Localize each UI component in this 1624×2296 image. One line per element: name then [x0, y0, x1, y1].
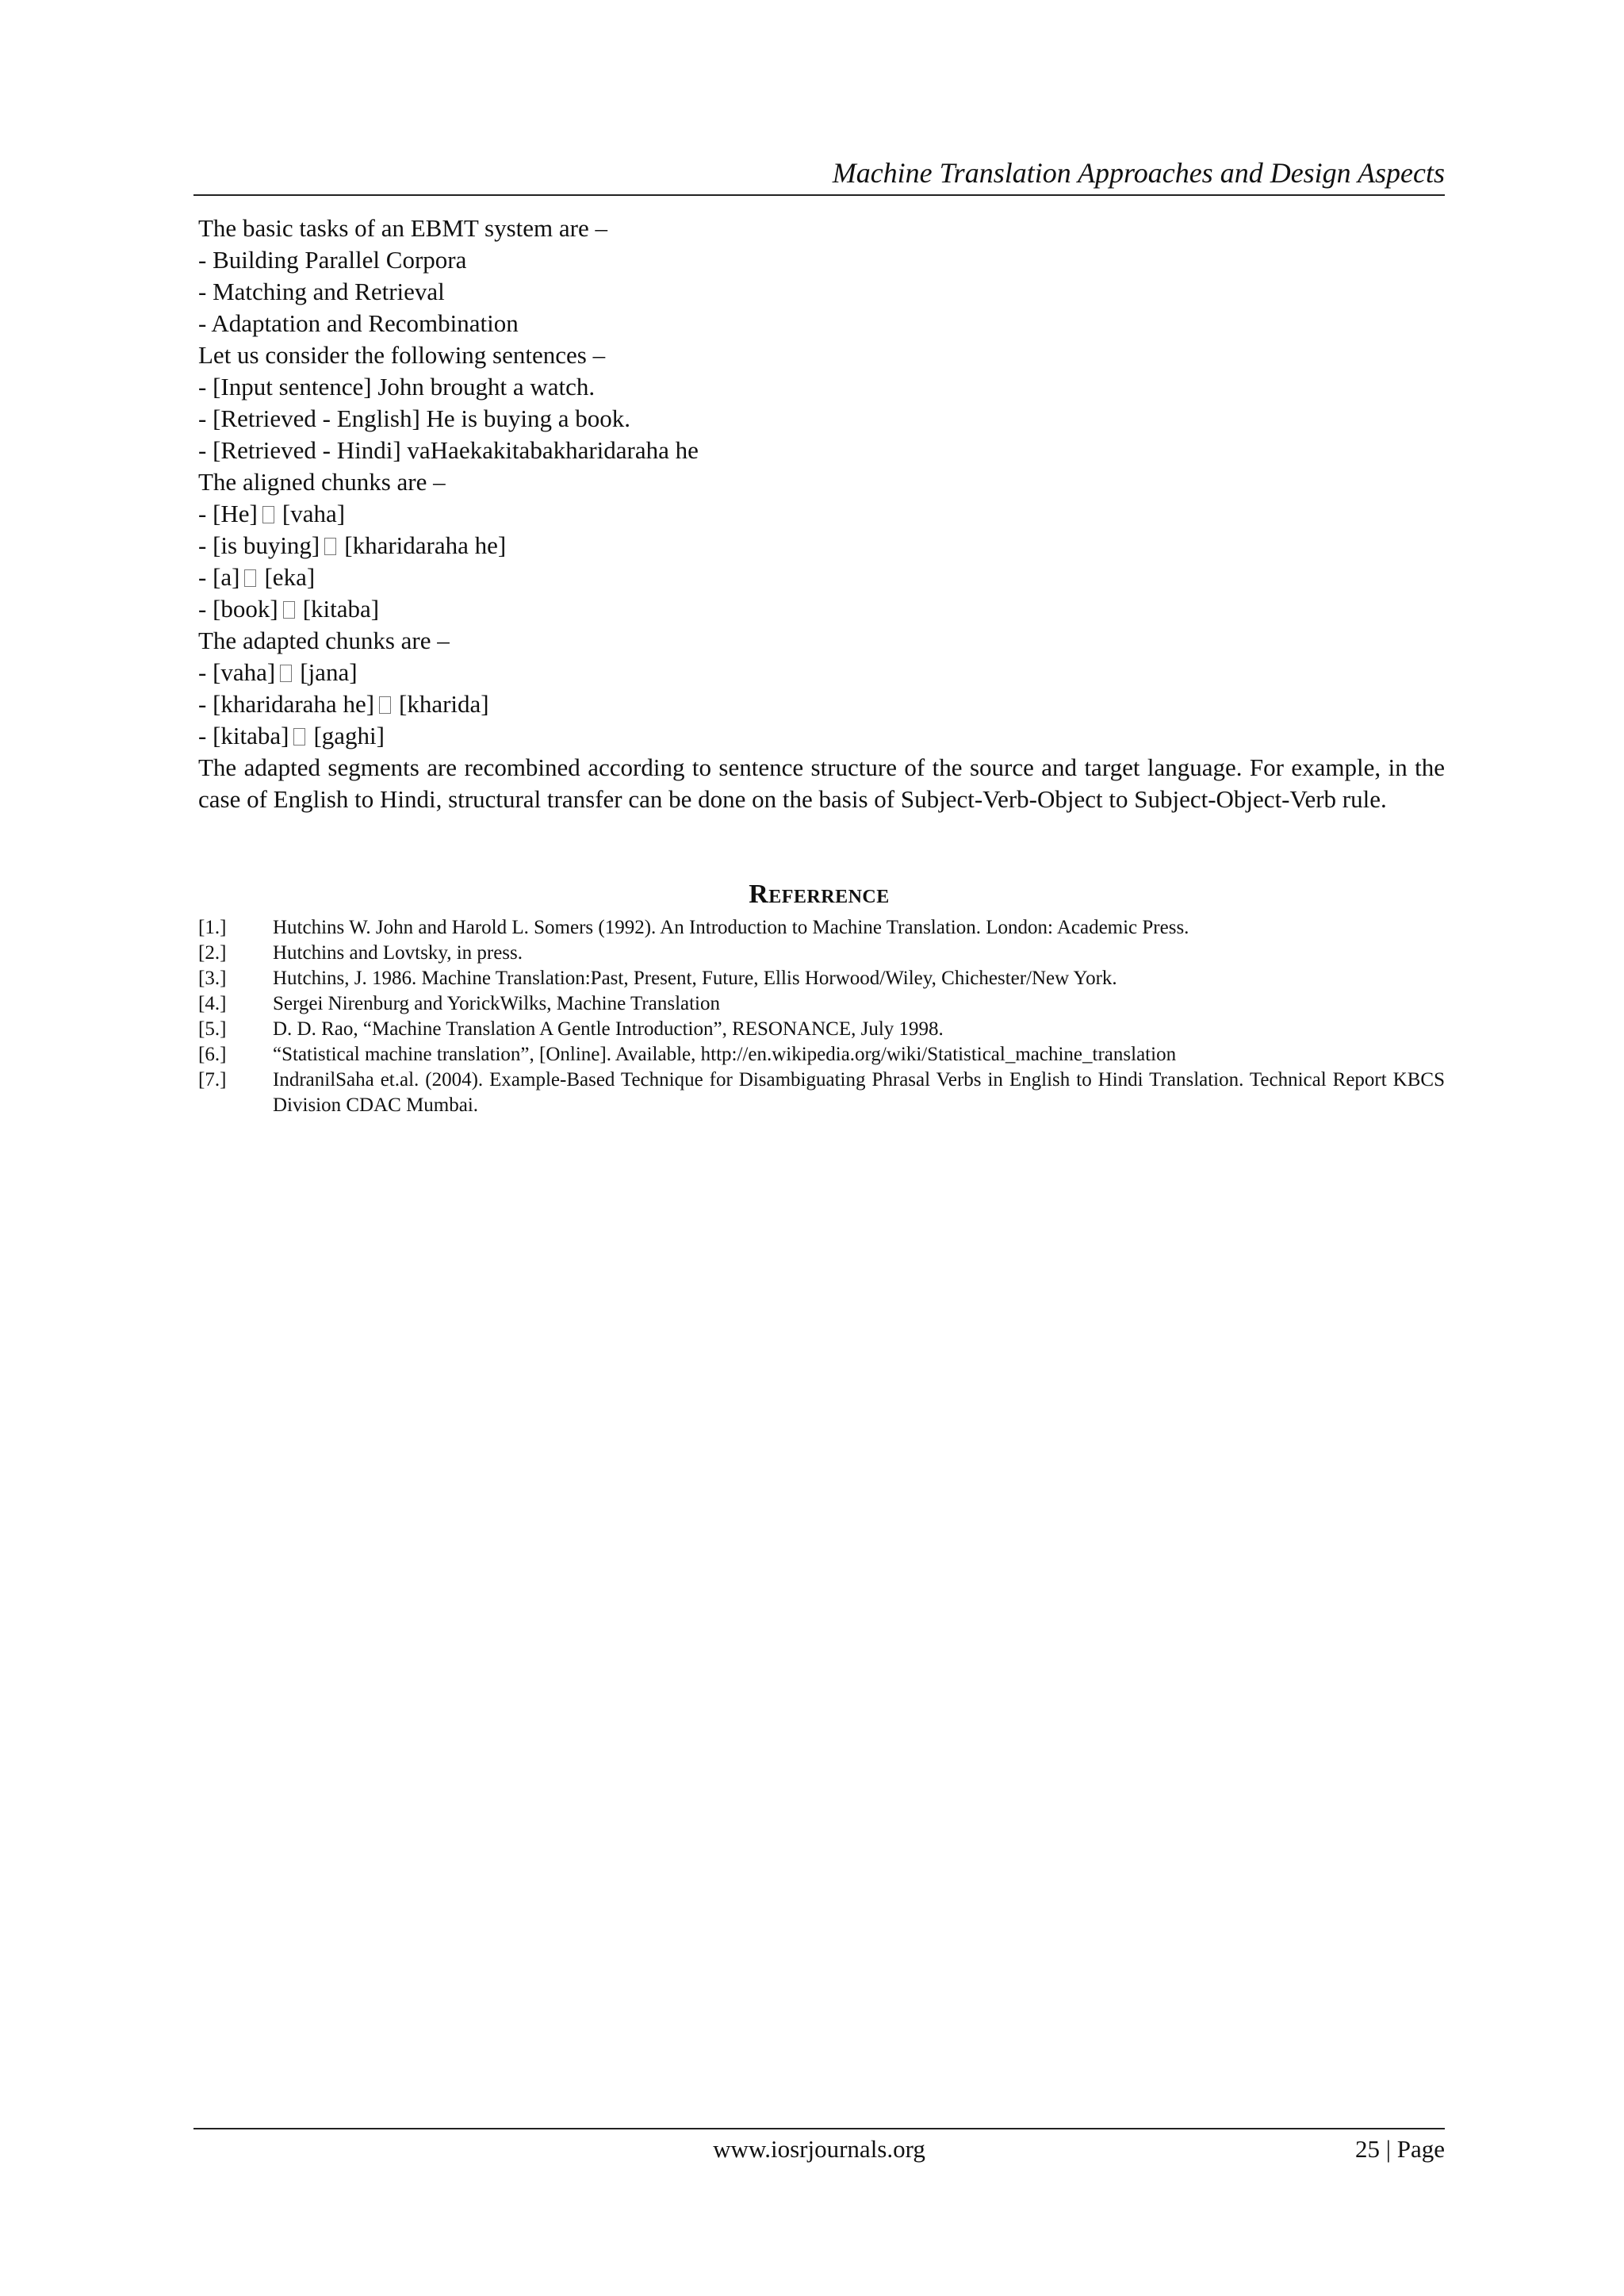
aligned-chunk-row: [198, 593, 1445, 625]
adapted-chunk-row: [198, 688, 1445, 720]
reference-number: [1.]: [198, 917, 227, 938]
list-item: - [Retrieved - Hindi] vaHaekakitabakharidaraha he: [198, 436, 699, 464]
text-line: The basic tasks of an EBMT system are –: [198, 214, 607, 242]
chunk-source: - [kitaba]: [198, 722, 289, 749]
chunk-source: - [a]: [198, 563, 240, 591]
list-item: - Matching and Retrieval: [198, 278, 445, 305]
page-number: 25 | Page: [1355, 2135, 1445, 2163]
chunk-target: [kitaba]: [302, 595, 380, 623]
aligned-chunk-row: [198, 530, 1445, 562]
text-line: The adapted chunks are –: [198, 627, 450, 654]
text-line: The aligned chunks are –: [198, 468, 446, 496]
footer-rule: [193, 2128, 1445, 2129]
footer-url: www.iosrjournals.org: [713, 2135, 925, 2163]
references-heading: Referrence: [749, 880, 890, 909]
reference-item: [198, 966, 1445, 991]
text-line: Let us consider the following sentences –: [198, 341, 606, 369]
reference-text: Sergei Nirenburg and YorickWilks, Machine Translation: [273, 993, 721, 1014]
adapted-chunk-row: [198, 657, 1445, 688]
arrow-placeholder-icon: [324, 538, 336, 555]
aligned-chunk-row: [198, 562, 1445, 593]
reference-item: [198, 1017, 1445, 1042]
reference-text: D. D. Rao, “Machine Translation A Gentle Introduction”, RESONANCE, July 1998.: [273, 1018, 944, 1040]
reference-number: [2.]: [198, 942, 227, 964]
reference-link: “Statistical machine translation”, [Online]. Available, http://en.wikipedia.org/wiki/Statistical_machine_translation: [273, 1044, 1177, 1065]
chunk-target: [jana]: [300, 658, 358, 686]
main-body: [198, 213, 1445, 815]
reference-number: [4.]: [198, 993, 227, 1014]
arrow-placeholder-icon: [244, 569, 256, 587]
adapted-chunk-row: [198, 720, 1445, 752]
chunk-source: - [vaha]: [198, 658, 276, 686]
reference-text: Hutchins W. John and Harold L. Somers (1992). An Introduction to Machine Translation. London: Academic Press.: [273, 917, 1189, 938]
body-paragraph: The adapted segments are recombined according to sentence structure of the source and target language. For example, in the case of English to Hindi, structural transfer can be done on the basis of Subject-Verb-Object to Subject-Object-Verb rule.: [198, 753, 1445, 813]
arrow-placeholder-icon: [262, 506, 274, 523]
running-header: Machine Translation Approaches and Design Aspects: [832, 157, 1445, 189]
aligned-chunk-row: [198, 498, 1445, 530]
reference-number: [6.]: [198, 1044, 227, 1065]
header-rule: [193, 194, 1445, 196]
chunk-target: [kharidaraha he]: [344, 531, 507, 559]
reference-text: Hutchins, J. 1986. Machine Translation:Past, Present, Future, Ellis Horwood/Wiley, Chichester/New York.: [273, 968, 1117, 989]
chunk-target: [kharida]: [399, 690, 489, 718]
reference-item: [198, 941, 1445, 966]
chunk-source: - [He]: [198, 500, 258, 527]
reference-item: [198, 915, 1445, 941]
arrow-placeholder-icon: [280, 665, 292, 682]
chunk-target: [gaghi]: [313, 722, 385, 749]
reference-text: Hutchins and Lovtsky, in press.: [273, 942, 523, 964]
reference-item: [198, 991, 1445, 1017]
reference-text: IndranilSaha et.al. (2004). Example-Based Technique for Disambiguating Phrasal Verbs in English to Hindi Translation. Technical Report KBCS Division CDAC Mumbai.: [273, 1069, 1445, 1116]
reference-number: [3.]: [198, 968, 227, 989]
chunk-target: [vaha]: [282, 500, 346, 527]
chunk-source: - [is buying]: [198, 531, 320, 559]
reference-number: [5.]: [198, 1018, 227, 1040]
references-list: [198, 915, 1445, 1118]
list-item: - [Input sentence] John brought a watch.: [198, 373, 596, 401]
chunk-target: [eka]: [264, 563, 316, 591]
reference-item: [198, 1042, 1445, 1068]
arrow-placeholder-icon: [283, 601, 295, 619]
chunk-source: - [book]: [198, 595, 278, 623]
list-item: - Building Parallel Corpora: [198, 246, 467, 274]
list-item: - [Retrieved - English] He is buying a book.: [198, 404, 630, 432]
chunk-source: - [kharidaraha he]: [198, 690, 375, 718]
arrow-placeholder-icon: [379, 696, 391, 714]
reference-item: [198, 1068, 1445, 1118]
arrow-placeholder-icon: [293, 728, 305, 746]
reference-number: [7.]: [198, 1069, 227, 1091]
list-item: - Adaptation and Recombination: [198, 309, 519, 337]
